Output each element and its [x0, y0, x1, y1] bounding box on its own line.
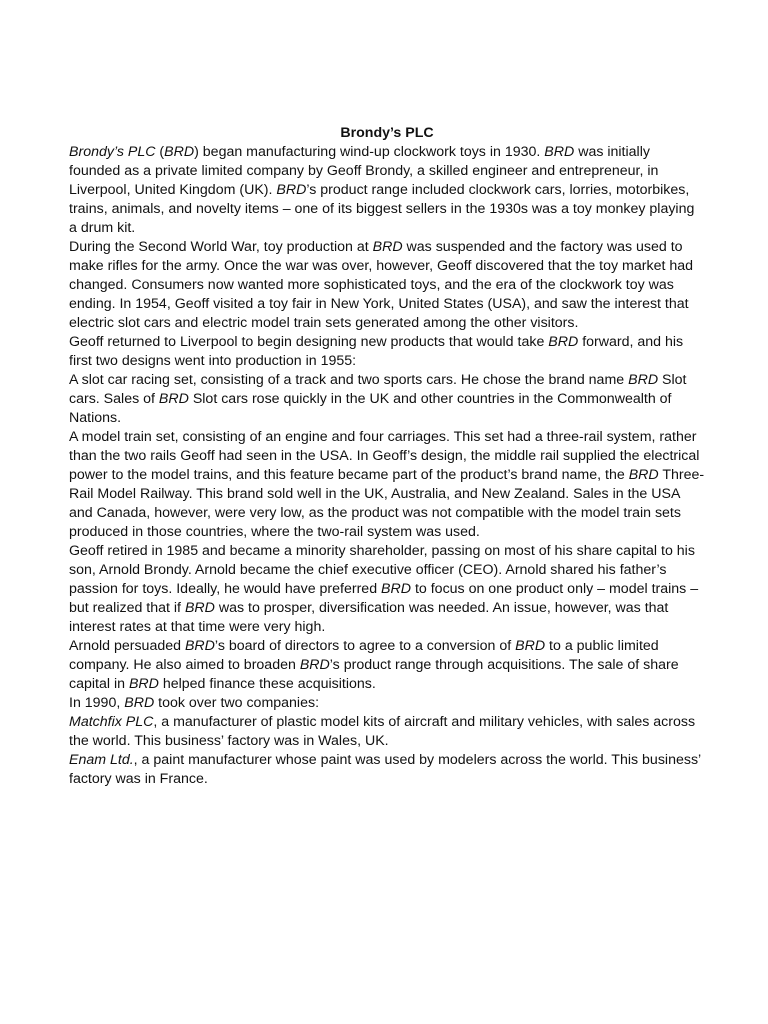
text-run: ’s product range included clockwork cars, lorries, motorbikes, trains, animals, and novelty items – one of its biggest sellers in the 1930s was a toy monkey playing a drum kit.	[69, 182, 695, 236]
text-run: ’s product range through acquisitions. The sale of share capital in	[69, 657, 679, 692]
paragraph	[69, 143, 705, 238]
text-run: ) began manufacturing wind-up clockwork toys in 1930.	[194, 144, 545, 160]
text-run: A slot car racing set, consisting of a track and two sports cars. He chose the brand name	[69, 372, 629, 388]
text-run: to a public limited company. He also aimed to broaden	[69, 638, 659, 673]
paragraph	[69, 694, 705, 713]
text-run: Slot cars rose quickly in the UK and other countries in the Commonwealth of Nations.	[69, 391, 672, 426]
text-run: Geoff returned to Liverpool to begin designing new products that would take	[69, 334, 549, 350]
paragraph	[69, 238, 705, 333]
paragraph	[69, 428, 705, 542]
text-run: helped finance these acquisitions.	[158, 676, 376, 692]
italic-text-run: BRD	[128, 676, 159, 692]
italic-text-run: BRD	[299, 657, 330, 673]
text-run: Three-Rail Model Railway. This brand sold well in the UK, Australia, and New Zealand. Sales in the USA and Canada, however, were very low, as the product was not compatible with the model train sets produced in those countries, where the two-rail system was used.	[69, 467, 705, 540]
text-run: Geoff retired in 1985 and became a minority shareholder, passing on most of his share capital to his son, Arnold Brondy. Arnold became the chief executive officer (CEO). Arnold shared his father’s passion for toys. Ideally, he would have preferred	[69, 543, 695, 597]
italic-text-run: BRD	[184, 600, 215, 616]
paragraph	[69, 713, 705, 751]
italic-text-run: BRD	[548, 334, 579, 350]
italic-text-run: BRD	[544, 144, 575, 160]
document-title: Brondy’s PLC	[340, 125, 434, 141]
italic-text-run: BRD	[515, 638, 546, 654]
italic-text-run: BRD	[276, 182, 307, 198]
paragraph	[69, 751, 705, 789]
text-run: (	[155, 144, 165, 160]
text-run: Arnold persuaded	[69, 638, 185, 654]
document-body	[69, 143, 705, 789]
italic-text-run: BRD	[164, 144, 195, 160]
text-run: took over two companies:	[154, 695, 320, 711]
italic-text-run: Matchfix PLC	[69, 714, 154, 730]
paragraph	[69, 333, 705, 371]
italic-text-run: BRD	[124, 695, 155, 711]
text-run: forward, and his first two designs went into production in 1955:	[69, 334, 684, 369]
italic-text-run: Brondy’s PLC	[69, 144, 156, 160]
text-run: , a manufacturer of plastic model kits of aircraft and military vehicles, with sales across the world. This business’ factory was in Wales, UK.	[69, 714, 696, 749]
italic-text-run: BRD	[628, 372, 659, 388]
italic-text-run: BRD	[158, 391, 189, 407]
paragraph	[69, 371, 705, 428]
text-run: to focus on one product only – model trains – but realized that if	[69, 581, 699, 616]
paragraph	[69, 637, 705, 694]
italic-text-run: BRD	[381, 581, 412, 597]
italic-text-run: BRD	[628, 467, 659, 483]
text-run: , a paint manufacturer whose paint was used by modelers across the world. This business’ factory was in France.	[69, 752, 701, 787]
text-run: Slot cars. Sales of	[69, 372, 687, 407]
text-run: was suspended and the factory was used to make rifles for the army. Once the war was over, however, Geoff discovered that the toy market had changed. Consumers now wanted more sophisticated toys, and the era of the clockwork toy was ending. In 1954, Geoff visited a toy fair in New York, United States (USA), and saw the interest that electric slot cars and electric model train sets generated among the other visitors.	[69, 239, 694, 331]
italic-text-run: BRD	[184, 638, 215, 654]
paragraph	[69, 542, 705, 637]
text-run: In 1990,	[69, 695, 125, 711]
text-run: was to prosper, diversification was needed. An issue, however, was that interest rates at that time were very high.	[69, 600, 669, 635]
text-run: During the Second World War, toy production at	[69, 239, 373, 255]
italic-text-run: BRD	[372, 239, 403, 255]
italic-text-run: Enam Ltd.	[69, 752, 134, 768]
document-page	[69, 124, 705, 789]
text-run: A model train set, consisting of an engine and four carriages. This set had a three-rail system, rather than the two rails Geoff had seen in the USA. In Geoff’s design, the middle rail supplied the electrical power to the model trains, and this feature became part of the product’s brand name, the	[69, 429, 700, 483]
text-run: was initially founded as a private limited company by Geoff Brondy, a skilled engineer and entrepreneur, in Liverpool, United Kingdom (UK).	[69, 144, 659, 198]
text-run: ’s board of directors to agree to a conversion of	[214, 638, 516, 654]
